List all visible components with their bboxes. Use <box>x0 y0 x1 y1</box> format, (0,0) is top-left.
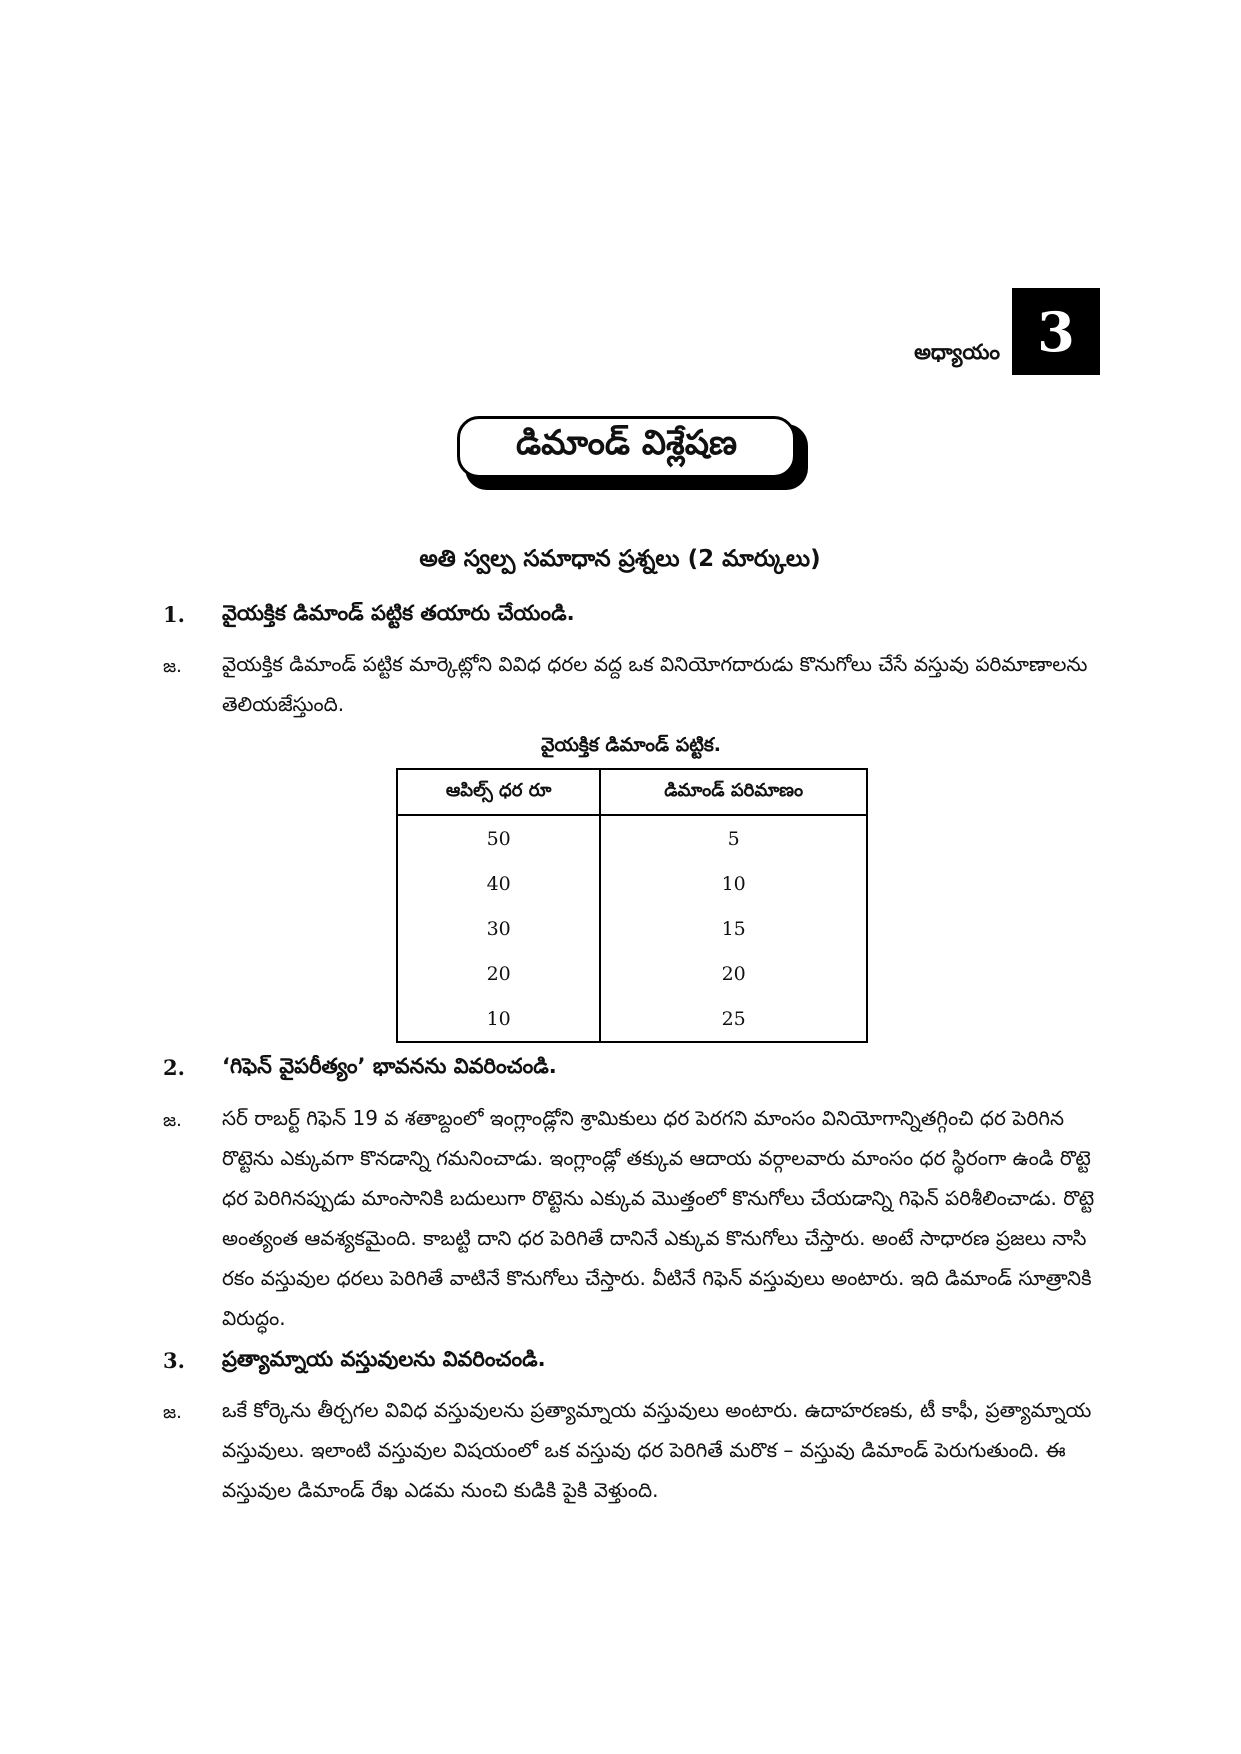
question-text: ‘గిఫెన్ వైపరీత్యం’ భావనను వివరించండి. <box>222 1054 557 1078</box>
table-cell: 25 <box>600 996 867 1042</box>
chapter-label: అధ్యాయం <box>914 340 1000 364</box>
question-text: ప్రత్యామ్నాయ వస్తువులను వివరించండి. <box>222 1347 546 1371</box>
table-cell: 40 <box>397 861 600 906</box>
chapter-number: 3 <box>1012 288 1100 375</box>
question-number: 2. <box>163 1055 185 1080</box>
table-row <box>397 861 867 906</box>
table-cell: 10 <box>397 996 600 1042</box>
chapter-title: డిమాండ్ విశ్లేషణ <box>457 416 796 478</box>
answer-label: జ. <box>163 1110 182 1131</box>
answer-label: జ. <box>163 1402 182 1423</box>
column-header-quantity: డిమాండ్ పరిమాణం <box>600 769 867 815</box>
question-number: 1. <box>163 602 185 627</box>
answer-label: జ. <box>163 656 182 677</box>
column-header-price: ఆపిల్స్ ధర రూ <box>397 769 600 815</box>
table-cell: 15 <box>600 906 867 951</box>
table-row <box>397 815 867 861</box>
section-heading: అతి స్వల్ప సమాధాన ప్రశ్నలు (2 మార్కులు) <box>419 546 821 572</box>
table-header-row <box>397 769 867 815</box>
table-row <box>397 996 867 1042</box>
question-text: వైయక్తిక డిమాండ్ పట్టిక తయారు చేయండి. <box>222 601 575 625</box>
demand-schedule-table <box>396 768 868 1043</box>
table-cell: 20 <box>397 951 600 996</box>
answer-text: సర్ రాబర్ట్ గిఫెన్ 19 వ శతాబ్దంలో ఇంగ్లాండ్లోని శ్రామికులు ధర పెరగని మాంసం వినియోగాన్నితగ్గించి ధర పెరిగిన రొట్టెను ఎక్కువగా కొనడాన్ని గమనించాడు. ఇంగ్లాండ్లో తక్కువ ఆదాయ వర్గాలవారు మాంసం ధర స్థిరంగా ఉండి రొట్టె ధర పెరిగినప్పుడు మాంసానికి బదులుగా రొట్టెను ఎక్కువ మొత్తంలో కొనుగోలు చేయడాన్ని గిఫెన్ పరిశీలించాడు. రొట్టె అంత్యంత ఆవశ్యకమైంది. కాబట్టి దాని ధర పెరిగితే దానినే ఎక్కువ కొనుగోలు చేస్తారు. అంటే సాధారణ ప్రజలు నాసి రకం వస్తువుల ధరలు పెరిగితే వాటినే కొనుగోలు చేస్తారు. వీటినే గిఫెన్ వస్తువులు అంటారు. ఇది డిమాండ్ సూత్రానికి విరుద్ధం. <box>222 1106 1095 1330</box>
table-caption: వైయక్తిక డిమాండ్ పట్టిక. <box>540 734 722 756</box>
table-cell: 20 <box>600 951 867 996</box>
answer-text: ఒకే కోర్కెను తీర్చగల వివిధ వస్తువులను ప్రత్యామ్నాయ వస్తువులు అంటారు. ఉదాహరణకు, టీ కాఫీ, ప్రత్యామ్నాయ వస్తువులు. ఇలాంటి వస్తువుల విషయంలో ఒక వస్తువు ధర పెరిగితే మరొక – వస్తువు డిమాండ్ పెరుగుతుంది. ఈ వస్తువుల డిమాండ్ రేఖ ఎడమ నుంచి కుడికి పైకి వెళ్తుంది. <box>222 1398 1092 1502</box>
question-number: 3. <box>163 1348 185 1373</box>
table-cell: 50 <box>397 815 600 861</box>
table-row <box>397 951 867 996</box>
answer-text: వైయక్తిక డిమాండ్ పట్టిక మార్కెట్లోని వివిధ ధరల వద్ద ఒక వినియోగదారుడు కొనుగోలు చేసే వస్తువు పరిమాణాలను తెలియజేస్తుంది. <box>222 652 1088 716</box>
table-cell: 5 <box>600 815 867 861</box>
table-row <box>397 906 867 951</box>
table-cell: 30 <box>397 906 600 951</box>
table-cell: 10 <box>600 861 867 906</box>
